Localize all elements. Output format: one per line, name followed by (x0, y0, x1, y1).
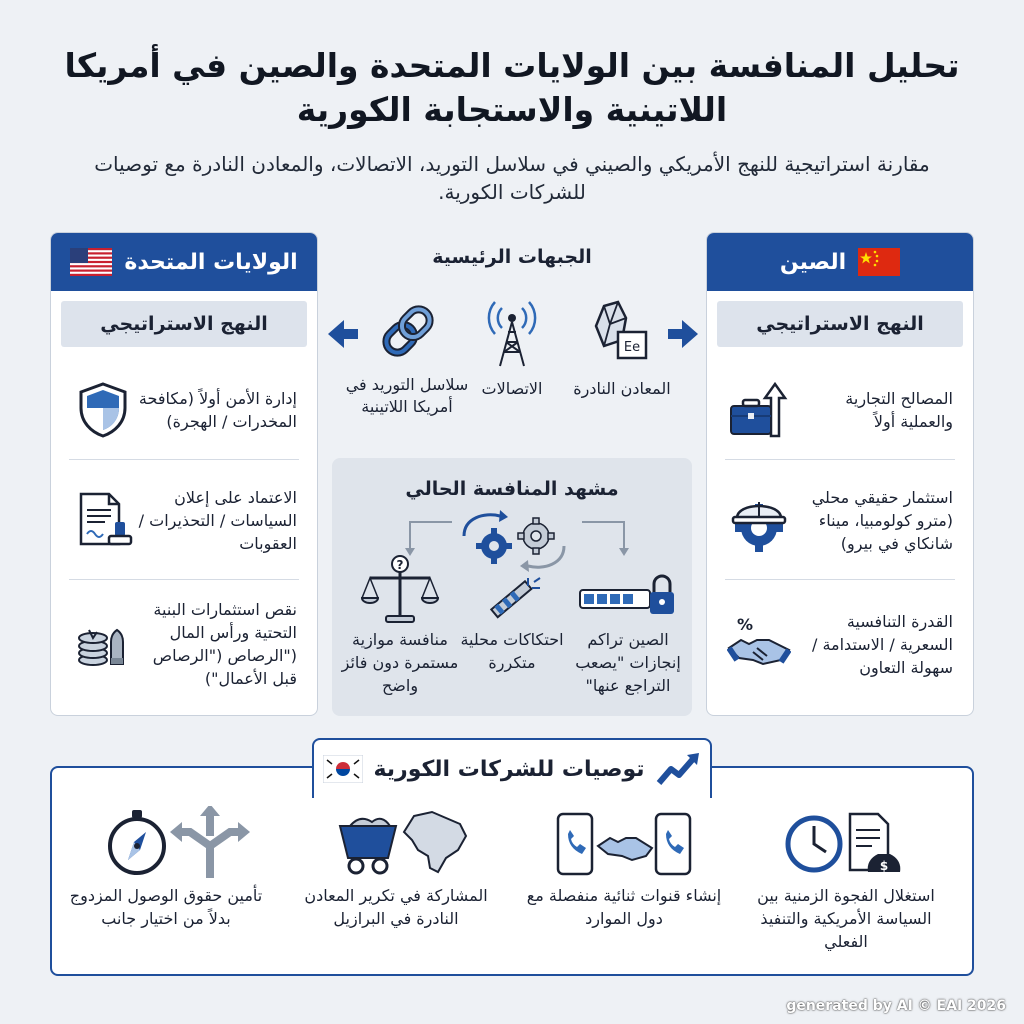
front-telecom-label: الاتصالات (481, 379, 543, 398)
chain-link-icon (376, 298, 440, 364)
coins-bullet-icon (71, 612, 135, 676)
arrow-right-icon (668, 318, 698, 350)
svg-text:$: $ (879, 859, 889, 873)
page-title: تحليل المنافسة بين الولايات المتحدة والصين في أمريكا اللاتينية والاستجابة الكورية (64, 46, 960, 129)
briefcase-growth-icon (727, 378, 791, 442)
compass-arrows-icon (106, 806, 266, 882)
page-subtitle: مقارنة استراتيجية للنهج الأمريكي والصيني في سلاسل التوريد، الاتصالات، والمعادن النادرة مع توصيات للشركات الكورية. (94, 152, 930, 204)
usa-panel-header (51, 233, 317, 291)
competition-local-friction: احتكاكات محلية متكررة (460, 630, 564, 672)
competition-panel (332, 458, 692, 716)
phones-handshake-icon (554, 808, 694, 880)
usa-item-text: الاعتماد على إعلان السياسات / التحذيرات / العقوبات (138, 487, 297, 553)
shield-icon (71, 378, 135, 442)
usa-item-text: نقص استثمارات البنية التحتية ورأس المال ("الرصاص ("الرصاص قبل الأعمال") (152, 600, 297, 688)
fronts-title: الجبهات الرئيسية (432, 246, 592, 268)
china-item-competitiveness (721, 581, 959, 707)
usa-item-text: إدارة الأمن أولاً (مكافحة المخدرات / الهجرة) (138, 389, 297, 431)
usa-item-sanctions (65, 461, 303, 579)
svg-text:%: % (736, 615, 753, 634)
front-rare-earth-label: المعادن النادرة (573, 379, 671, 398)
hardhat-gear-icon (727, 488, 791, 552)
element-symbol: Ee (623, 340, 641, 355)
clock-document-money-icon (782, 808, 912, 880)
competition-china-achievements: الصين تراكم إنجازات "يصعب التراجع عنها" (575, 630, 681, 695)
china-flag-icon (858, 248, 900, 276)
china-item-text: المصالح التجارية والعملية أولاً (845, 389, 953, 431)
competition-parallel: منافسة موازية مستمرة دون فائز واضح (341, 630, 459, 695)
antenna-icon (480, 296, 544, 368)
document-stamp-icon (71, 488, 135, 552)
rec-bilateral-channels: إنشاء قنوات ثنائية منفصلة مع دول الموارد (526, 886, 722, 928)
recommendations-title: توصيات للشركات الكورية (373, 756, 645, 782)
rec-dual-access: تأمين حقوق الوصول المزدوج بدلاً من اختيار جانب (69, 886, 263, 928)
progress-lock-icon (578, 572, 678, 622)
competition-title: مشهد المنافسة الحالي (405, 478, 619, 500)
china-item-investment (721, 461, 959, 579)
china-item-commercial (721, 351, 959, 469)
recommendations-header (312, 738, 712, 798)
minecart-brazil-icon (334, 806, 474, 882)
footer-watermark: generated by AI © EAI 2026 (786, 998, 1006, 1014)
growth-arrow-icon (655, 751, 701, 787)
front-supply-chain-label: سلاسل التوريد في أمريكا اللاتينية (345, 375, 469, 416)
handshake-percent-icon (727, 612, 791, 676)
competition-connector-lines (402, 498, 632, 558)
china-panel (706, 232, 974, 716)
usa-panel (50, 232, 318, 716)
usa-header-label: الولايات المتحدة (124, 249, 298, 275)
scale-question-icon (360, 554, 440, 626)
arrow-left-icon (328, 318, 358, 350)
china-panel-header (707, 233, 973, 291)
usa-subheader: النهج الاستراتيجي (61, 301, 307, 347)
china-item-text: استثمار حقيقي محلي (مترو كولومبيا، ميناء شانكاي في بيرو) (811, 487, 953, 553)
korea-flag-icon (323, 755, 363, 783)
usa-item-security (65, 351, 303, 469)
crystal-ee-icon (588, 298, 654, 364)
china-header-label: الصين (779, 249, 847, 275)
rec-time-gap: استغلال الفجوة الزمنية بين السياسة الأمريكية والتنفيذ الفعلي (757, 886, 935, 951)
china-subheader: النهج الاستراتيجي (717, 301, 963, 347)
rec-rare-earth-refining: المشاركة في تكرير المعادن النادرة في البرازيل (304, 886, 488, 928)
svg-text:?: ? (396, 558, 404, 572)
spark-icon (482, 574, 542, 624)
usa-item-infrastructure (65, 581, 303, 707)
usa-flag-icon (70, 248, 112, 276)
china-item-text: القدرة التنافسية السعرية / الاستدامة / سهولة التعاون (811, 611, 953, 677)
